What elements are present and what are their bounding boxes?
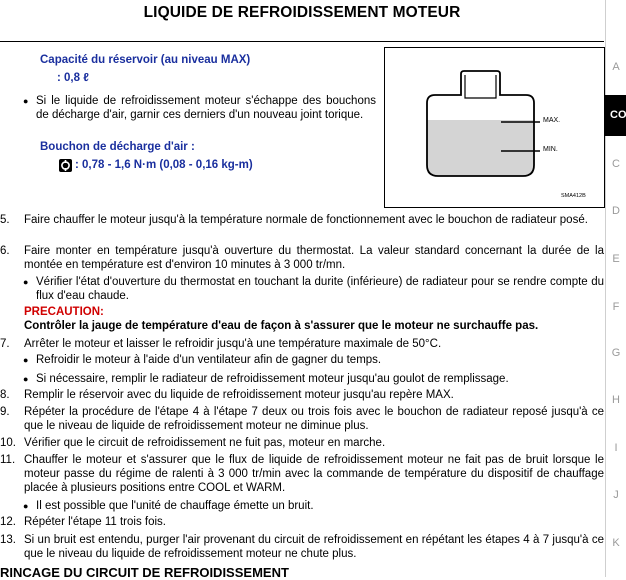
precaution-text: Contrôler la jauge de température d'eau de façon à s'assurer que le moteur ne surchauffe pas. — [24, 320, 539, 332]
figure-code: SMA412B — [561, 193, 586, 199]
side-tab-d[interactable]: D — [612, 205, 620, 217]
reservoir-cap — [465, 75, 496, 98]
side-tab-co[interactable]: CO — [604, 95, 626, 136]
reservoir-diagram — [385, 48, 604, 207]
page-title: LIQUIDE DE REFROIDISSEMENT MOTEUR — [143, 4, 461, 21]
capacity-label: Capacité du réservoir (au niveau MAX) — [40, 54, 251, 66]
step-text: Répéter l'étape 11 trois fois. — [24, 516, 166, 528]
bullet-text: ● Il est possible que l'unité de chauffage émette un bruit. — [36, 499, 604, 513]
capacity-value: : 0,8 ℓ — [57, 72, 89, 84]
step-text: Si un bruit est entendu, purger l'air provenant du circuit de refroidissement en répétant les étapes 4 à 7 jusqu'à ce que le niveau du liquide de refroidissement moteur ne chute plus. — [24, 534, 604, 560]
step-text: Vérifier que le circuit de refroidissement ne fuit pas, moteur en marche. — [24, 437, 386, 449]
step-number: 6. — [0, 245, 10, 257]
torque-wrench-icon — [59, 159, 72, 172]
bullet-text: ● Si nécessaire, remplir le radiateur de refroidissement moteur jusqu'au goulot de remplissage. — [36, 372, 604, 386]
side-tab-g[interactable]: G — [611, 347, 621, 359]
title-divider — [0, 41, 604, 42]
step-number: 8. — [0, 389, 10, 401]
step-number: 12. — [0, 516, 16, 528]
step-text: Faire monter en température jusqu'à ouverture du thermostat. La valeur standard concernant la durée de la montée en température est d'environ 10 minutes à 3 000 tr/mn. — [24, 245, 604, 271]
step-text: Chauffer le moteur et s'assurer que le flux de liquide de refroidissement moteur ne fait pas de bruit lorsque le moteur passe du régime de ralenti à 3 000 tr/min avec la commande de température du dispositif de chauffage placée à plusieurs positions entre COOL et WARM. — [24, 454, 604, 494]
step-number: 9. — [0, 406, 10, 418]
step-number: 5. — [0, 214, 10, 226]
step-text: Remplir le réservoir avec du liquide de refroidissement moteur jusqu'au repère MAX. — [24, 389, 454, 401]
side-tab-e[interactable]: E — [612, 253, 620, 265]
side-tab-k[interactable]: K — [612, 537, 620, 549]
bullet-text: ● Refroidir le moteur à l'aide d'un ventilateur afin de gagner du temps. — [36, 353, 604, 367]
reservoir-figure — [384, 47, 605, 208]
step-number: 13. — [0, 534, 16, 546]
torque-wrench-icon-graphic — [59, 159, 72, 172]
step-text: Arrêter le moteur et laisser le refroidir jusqu'à une température maximale de 50°C. — [24, 338, 442, 350]
step-number: 7. — [0, 338, 10, 350]
plug-torque-value: : 0,78 - 1,6 N·m (0,08 - 0,16 kg-m) — [75, 159, 253, 171]
side-tab-j[interactable]: J — [613, 489, 619, 501]
joint-bullet: ● Si le liquide de refroidissement moteur s'échappe des bouchons de décharge d'air, garnir ces derniers d'un nouveau joint torique. — [36, 94, 376, 122]
min-label: MIN. — [543, 146, 558, 153]
side-tab-a[interactable]: A — [612, 61, 620, 73]
step-text: Répéter la procédure de l'étape 4 à l'étape 7 deux ou trois fois avec le bouchon de radiateur reposé jusqu'à ce que le niveau de liquide de refroidissement moteur ne diminue plus. — [24, 406, 604, 432]
coolant-fill — [427, 120, 534, 176]
side-tab-f[interactable]: F — [612, 301, 620, 313]
step-number: 10. — [0, 437, 16, 449]
side-tab-i[interactable]: I — [614, 442, 618, 454]
side-tab-c[interactable]: C — [612, 158, 620, 170]
step-text: Faire chauffer le moteur jusqu'à la température normale de fonctionnement avec le bouchon de radiateur posé. — [24, 214, 588, 226]
precaution-label: PRECAUTION: — [24, 306, 104, 318]
next-section-heading: RINCAGE DU CIRCUIT DE REFROIDISSEMENT — [0, 565, 289, 580]
bullet-text: ● Vérifier l'état d'ouverture du thermostat en touchant la durite (inférieure) de radiateur pour se rendre compte du flux d'eau chaude. — [36, 275, 604, 303]
max-label: MAX. — [543, 117, 561, 124]
step-number: 11. — [0, 454, 16, 466]
plug-label: Bouchon de décharge d'air : — [40, 141, 195, 153]
side-tab-h[interactable]: H — [612, 394, 620, 406]
